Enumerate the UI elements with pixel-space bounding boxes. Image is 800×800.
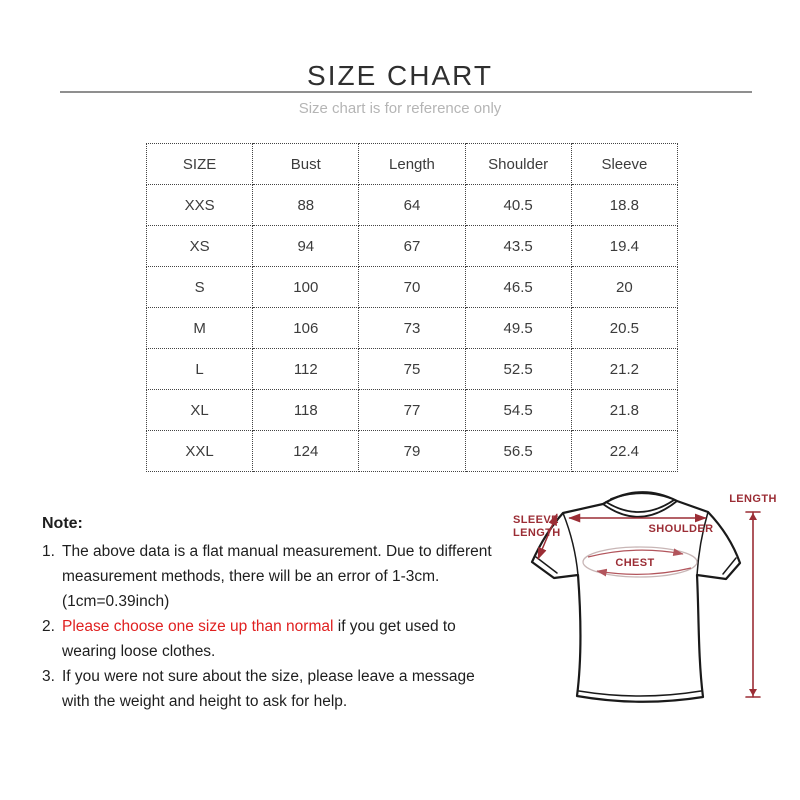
cell-bust: 106 <box>253 308 359 349</box>
title-divider-line <box>60 91 752 93</box>
cell-sleeve: 20.5 <box>571 308 677 349</box>
note-2-red-phrase: Please choose one size up than normal <box>62 618 334 635</box>
note-1-body: The above data is a flat manual measurement. Due to different measurement methods, there will be an error of 1-3cm. (1cm=0.39inch) <box>62 543 492 610</box>
cell-bust: 112 <box>253 349 359 390</box>
cell-length: 79 <box>359 431 465 472</box>
cell-shoulder: 46.5 <box>465 267 571 308</box>
cell-length: 73 <box>359 308 465 349</box>
tshirt-measurement-diagram <box>485 475 800 725</box>
cell-size: XXL <box>147 431 253 472</box>
cell-sleeve: 22.4 <box>571 431 677 472</box>
cell-bust: 88 <box>253 185 359 226</box>
length-label: LENGTH <box>729 493 777 505</box>
col-header-shoulder: Shoulder <box>465 144 571 185</box>
note-3-body: If you were not sure about the size, please leave a message with the weight and height to ask for help. <box>62 668 475 710</box>
cell-size: S <box>147 267 253 308</box>
table-row <box>147 185 678 226</box>
cell-bust: 124 <box>253 431 359 472</box>
cell-length: 64 <box>359 185 465 226</box>
cell-sleeve: 18.8 <box>571 185 677 226</box>
cell-length: 77 <box>359 390 465 431</box>
cell-size: XS <box>147 226 253 267</box>
col-header-size: SIZE <box>147 144 253 185</box>
note-item-1 <box>42 539 494 614</box>
cell-shoulder: 49.5 <box>465 308 571 349</box>
cell-sleeve: 19.4 <box>571 226 677 267</box>
table-row <box>147 226 678 267</box>
note-text <box>62 614 494 664</box>
size-table <box>146 143 678 472</box>
cell-length: 75 <box>359 349 465 390</box>
note-item-3 <box>42 664 494 714</box>
shoulder-label: SHOULDER <box>648 523 714 535</box>
col-header-length: Length <box>359 144 465 185</box>
chest-label: CHEST <box>615 557 655 569</box>
notes-heading: Note: <box>42 515 83 532</box>
cell-size: L <box>147 349 253 390</box>
cell-length: 70 <box>359 267 465 308</box>
size-table-header <box>147 144 678 185</box>
sleeve-length-label: SLEEVE <box>513 514 559 526</box>
note-number: 3. <box>42 668 55 685</box>
note-item-2 <box>42 614 494 664</box>
table-row <box>147 267 678 308</box>
cell-shoulder: 56.5 <box>465 431 571 472</box>
note-text <box>62 664 494 714</box>
cell-bust: 118 <box>253 390 359 431</box>
table-header-row <box>147 144 678 185</box>
col-header-sleeve: Sleeve <box>571 144 677 185</box>
page-title: SIZE CHART <box>307 60 493 91</box>
table-row <box>147 431 678 472</box>
note-number: 1. <box>42 543 55 560</box>
col-header-bust: Bust <box>253 144 359 185</box>
table-row <box>147 390 678 431</box>
cell-sleeve: 21.8 <box>571 390 677 431</box>
cell-shoulder: 43.5 <box>465 226 571 267</box>
notes-section <box>42 511 494 714</box>
cell-bust: 94 <box>253 226 359 267</box>
cell-bust: 100 <box>253 267 359 308</box>
cell-length: 67 <box>359 226 465 267</box>
cell-shoulder: 54.5 <box>465 390 571 431</box>
note-2-rest: if you get used to wearing loose clothes. <box>62 618 456 660</box>
page-subtitle: Size chart is for reference only <box>298 100 502 117</box>
sleeve-length-label-line2: LENGTH <box>513 527 561 539</box>
cell-size: XXS <box>147 185 253 226</box>
size-table-body <box>147 185 678 472</box>
table-row <box>147 349 678 390</box>
note-text <box>62 539 494 614</box>
note-number: 2. <box>42 618 55 635</box>
length-arrow <box>746 512 760 697</box>
cell-shoulder: 40.5 <box>465 185 571 226</box>
cell-size: XL <box>147 390 253 431</box>
table-row <box>147 308 678 349</box>
cell-sleeve: 21.2 <box>571 349 677 390</box>
cell-size: M <box>147 308 253 349</box>
cell-shoulder: 52.5 <box>465 349 571 390</box>
cell-sleeve: 20 <box>571 267 677 308</box>
